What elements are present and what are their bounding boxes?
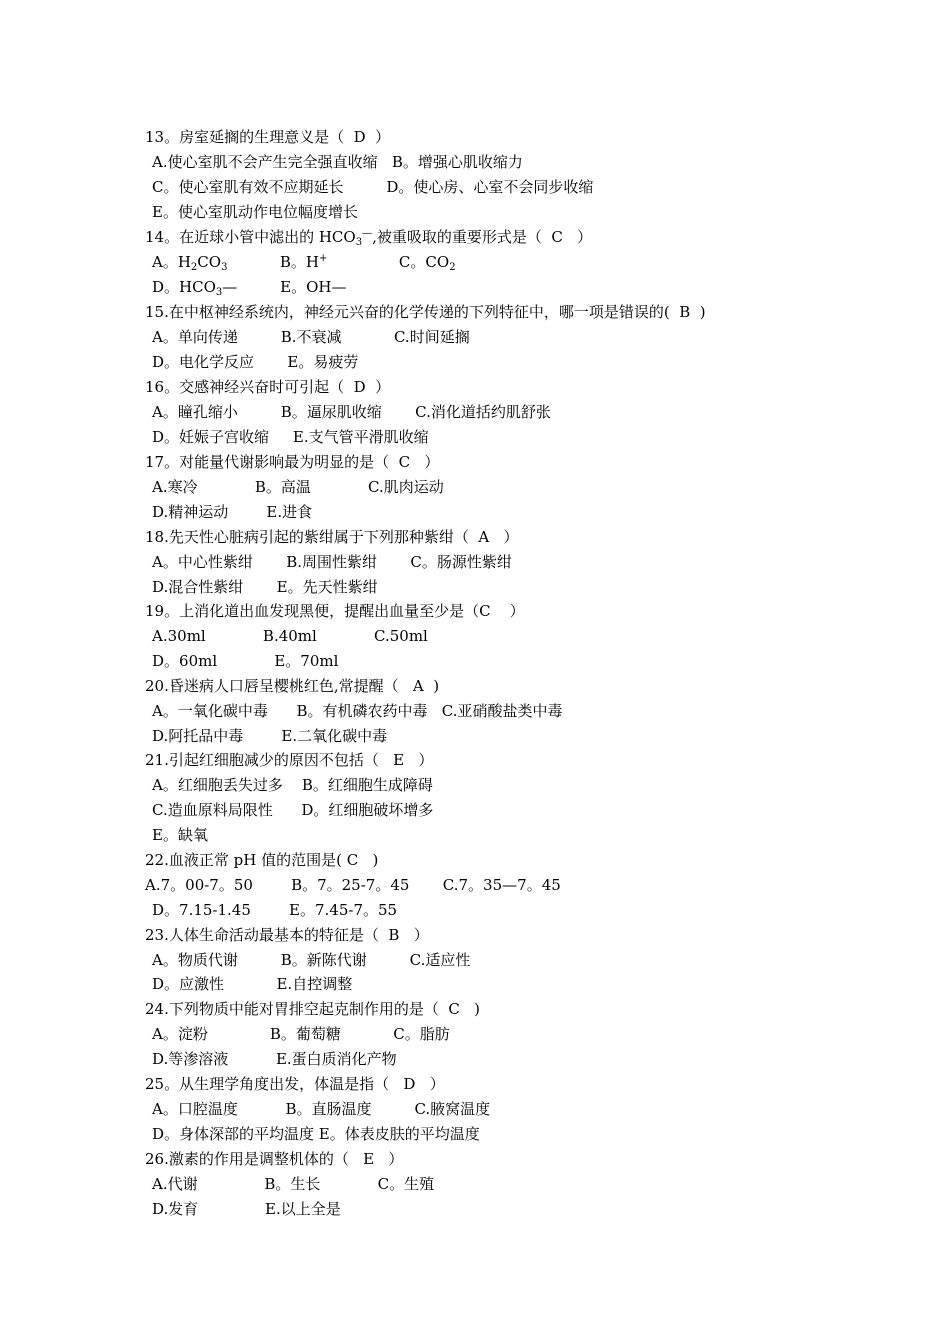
question-19-options-line-1: A.30ml B.40ml C.50ml [152, 627, 428, 645]
question-15-stem: 15.在中枢神经系统内，神经元兴奋的化学传递的下列特征中，哪一项是错误的( B ) [145, 303, 706, 321]
question-21-options-line-2: C.造血原料局限性 D。红细胞破坏增多 [152, 801, 434, 819]
question-14-options-line-1: A。$H_2CO_3$ B。H+ C。$CO_2$ [152, 253, 456, 273]
question-16-options-line-2: D。妊娠子宫收缩 E.支气管平滑肌收缩 [152, 428, 429, 446]
question-23-options-line-2: D。应激性 E.自控调整 [152, 975, 353, 993]
question-23-stem: 23.人体生命活动最基本的特征是（ B ） [145, 926, 429, 944]
question-25-stem: 25。从生理学角度出发，体温是指（ D ） [145, 1075, 445, 1093]
question-17-options-line-2: D.精神运动 E.进食 [152, 503, 313, 521]
question-18-stem: 18.先天性心脏病引起的紫绀属于下列那种紫绀（ A ） [145, 528, 519, 546]
question-24-options-line-2: D.等渗溶液 E.蛋白质消化产物 [152, 1050, 397, 1068]
question-21-stem: 21.引起红细胞减少的原因不包括（ E ） [145, 751, 434, 769]
question-13-options-line-3: E。使心室肌动作电位幅度增长 [152, 203, 358, 221]
question-22-options-line-2: D。7.15-1.45 E。7.45-7。55 [152, 901, 398, 919]
question-24-options-line-1: A。淀粉 B。葡萄糖 C。脂肪 [152, 1025, 450, 1043]
question-15-options-line-2: D。电化学反应 E。易疲劳 [152, 353, 359, 371]
question-20-options-line-1: A。一氧化碳中毒 B。有机磷农药中毒 C.亚硝酸盐类中毒 [152, 702, 563, 720]
question-25-options-line-2: D。身体深部的平均温度 E。体表皮肤的平均温度 [152, 1125, 480, 1143]
question-22-options-line-1: A.7。00-7。50 B。7。25-7。45 C.7。35—7。45 [145, 876, 561, 894]
question-19-stem: 19。上消化道出血发现黑便，提醒出血量至少是（C ） [145, 602, 525, 620]
question-23-options-line-1: A。物质代谢 B。新陈代谢 C.适应性 [152, 951, 471, 969]
question-13-stem: 13。房室延搁的生理意义是（ D ） [145, 128, 391, 146]
question-13-options-line-1: A.使心室肌不会产生完全强直收缩 B。增强心肌收缩力 [152, 153, 523, 171]
question-16-options-line-1: A。瞳孔缩小 B。逼尿肌收缩 C.消化道括约肌舒张 [152, 403, 551, 421]
question-21-options-line-3: E。缺氧 [152, 826, 208, 844]
question-16-stem: 16。交感神经兴奋时可引起（ D ） [145, 378, 391, 396]
question-14-stem: 14。在近球小管中滤出的 $HCO_3^—$,被重吸取的重要形式是（ C ） [145, 228, 593, 248]
question-15-options-line-1: A。单向传递 B.不衰减 C.时间延搁 [152, 328, 470, 346]
question-20-stem: 20.昏迷病人口唇呈樱桃红色,常提醒（ A ) [145, 677, 440, 695]
question-22-stem: 22.血液正常 pH 值的范围是( C ) [145, 851, 379, 869]
question-26-options-line-1: A.代谢 B。生长 C。生殖 [152, 1175, 435, 1193]
question-26-options-line-2: D.发育 E.以上全是 [152, 1200, 341, 1218]
question-19-options-line-2: D。60ml E。70ml [152, 652, 339, 670]
question-26-stem: 26.激素的作用是调整机体的（ E ） [145, 1150, 404, 1168]
question-17-stem: 17。对能量代谢影响最为明显的是（ C ） [145, 453, 440, 471]
question-20-options-line-2: D.阿托品中毒 E.二氧化碳中毒 [152, 727, 388, 745]
question-13-options-line-2: C。使心室肌有效不应期延长 D。使心房、心室不会同步收缩 [152, 178, 594, 196]
question-17-options-line-1: A.寒冷 B。高温 C.肌肉运动 [152, 478, 444, 496]
question-24-stem: 24.下列物质中能对胃排空起克制作用的是（ C ) [145, 1000, 481, 1018]
question-14-options-line-2: D。$HCO_3—$ E。OH— [152, 278, 347, 298]
question-18-options-line-2: D.混合性紫绀 E。先天性紫绀 [152, 578, 378, 596]
question-18-options-line-1: A。中心性紫绀 B.周围性紫绀 C。肠源性紫绀 [152, 553, 512, 571]
question-25-options-line-1: A。口腔温度 B。直肠温度 C.腋窝温度 [152, 1100, 491, 1118]
question-21-options-line-1: A。红细胞丢失过多 B。红细胞生成障碍 [152, 776, 433, 794]
